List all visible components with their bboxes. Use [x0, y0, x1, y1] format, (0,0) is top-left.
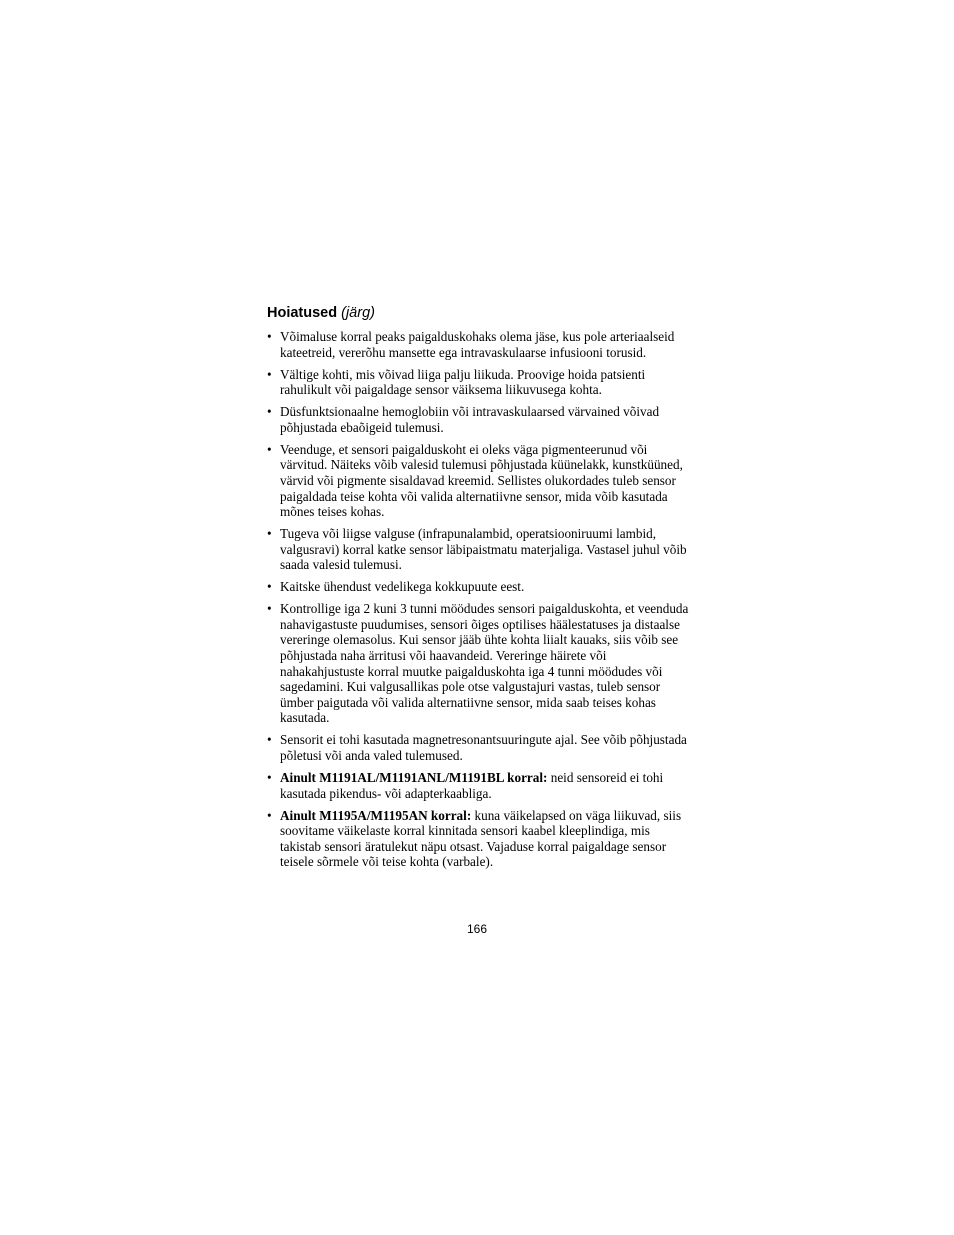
bullet-glyph: •: [267, 404, 272, 420]
bullet-glyph: •: [267, 601, 272, 617]
list-item: [267, 579, 692, 595]
bullet-glyph: •: [267, 732, 272, 748]
bullet-text: Kaitske ühendust vedelikega kokkupuute eest.: [280, 579, 525, 595]
bullet-lead: Ainult M1191AL/M1191ANL/M1191BL korral:: [280, 769, 548, 785]
page-number: 166: [466, 922, 488, 936]
bullet-text: Vältige kohti, mis võivad liiga palju liikuda. Proovige hoida patsienti rahulikult või paigaldage sensor väiksema liikuvusega kohta.: [280, 366, 646, 398]
bullet-lead: Ainult M1195A/M1195AN korral:: [280, 807, 472, 823]
section-title: Hoiatused: [267, 305, 338, 321]
list-item: [267, 770, 692, 801]
list-item: [267, 526, 692, 573]
bullet-text: Kontrollige iga 2 kuni 3 tunni möödudes sensori paigalduskohta, et veenduda nahavigastuste puudumises, sensori õiges optilises häälestatuses ja distaalse vereringe olemasolus. Kui sensor jääb ühte kohta liialt kauaks, siis võib see põhjustada naha ärritusi või haavandeid. Vereringe häirete või nahakahjustuste korral muutke paigalduskohta iga 4 tunni möödudes või sagedamini. Kui valgusallikas pole otse valgustajuri vastas, tuleb sensor ümber paigutada või valida alternatiivne sensor, mida saab teises kohas kasutada.: [280, 601, 689, 726]
bullet-text: Sensorit ei tohi kasutada magnetresonantsuuringute ajal. See võib põhjustada põletusi või anda valed tulemused.: [280, 732, 687, 763]
list-item: [267, 442, 692, 520]
bullet-text: neid sensoreid ei tohi kasutada pikendus- või adapterkaabliga.: [280, 769, 664, 801]
bullet-text: Tugeva või liigse valguse (infrapunalambid, operatsiooniruumi lambid, valgusravi) korral katke sensor läbipaistmatu materjaliga. Vastasel juhul võib saada valesid tulemusi.: [280, 526, 687, 573]
section-title-continued: (järg): [341, 305, 375, 321]
bullet-glyph: •: [267, 329, 272, 344]
bullet-glyph: •: [267, 366, 272, 382]
bullet-glyph: •: [267, 526, 272, 542]
bullet-glyph: •: [267, 769, 272, 785]
bullet-glyph: •: [267, 579, 272, 595]
list-item: [267, 732, 692, 763]
section-heading: [267, 304, 375, 322]
list-item: [267, 808, 692, 870]
list-item: [267, 367, 692, 398]
bullet-text: kuna väikelapsed on väga liikuvad, siis soovitame väikelaste korral kinnitada sensori kaabel kleeplindiga, mis takistab sensori äratulekut näpu otsast. Vajaduse korral paigaldage sensor teisele sõrmele või teise kohta (varbale).: [280, 807, 682, 870]
bullet-glyph: •: [267, 441, 272, 457]
list-item: [267, 329, 692, 360]
bullet-glyph: •: [267, 807, 272, 823]
warnings-list: [267, 329, 692, 876]
bullet-text: Düsfunktsionaalne hemoglobiin või intravaskulaarsed värvained võivad põhjustada ebaõigeid tulemusi.: [280, 404, 660, 435]
list-item: [267, 601, 692, 726]
bullet-text: Veenduge, et sensori paigalduskoht ei oleks väga pigmenteerunud või värvitud. Näiteks võib valesid tulemusi põhjustada küünelakk, kunstküüned, värvid või pigmente sisaldavad kreemid. Sellistes olukordades tuleb sensor paigaldada teise kohta või valida alternatiivne sensor, mida võib kasutada mõnes teises kohas.: [280, 441, 683, 520]
bullet-text: Võimaluse korral peaks paigalduskohaks olema jäse, kus pole arteriaalseid kateetreid, vererõhu mansette ega intravaskulaarse infusiooni torusid.: [280, 329, 675, 360]
list-item: [267, 404, 692, 435]
